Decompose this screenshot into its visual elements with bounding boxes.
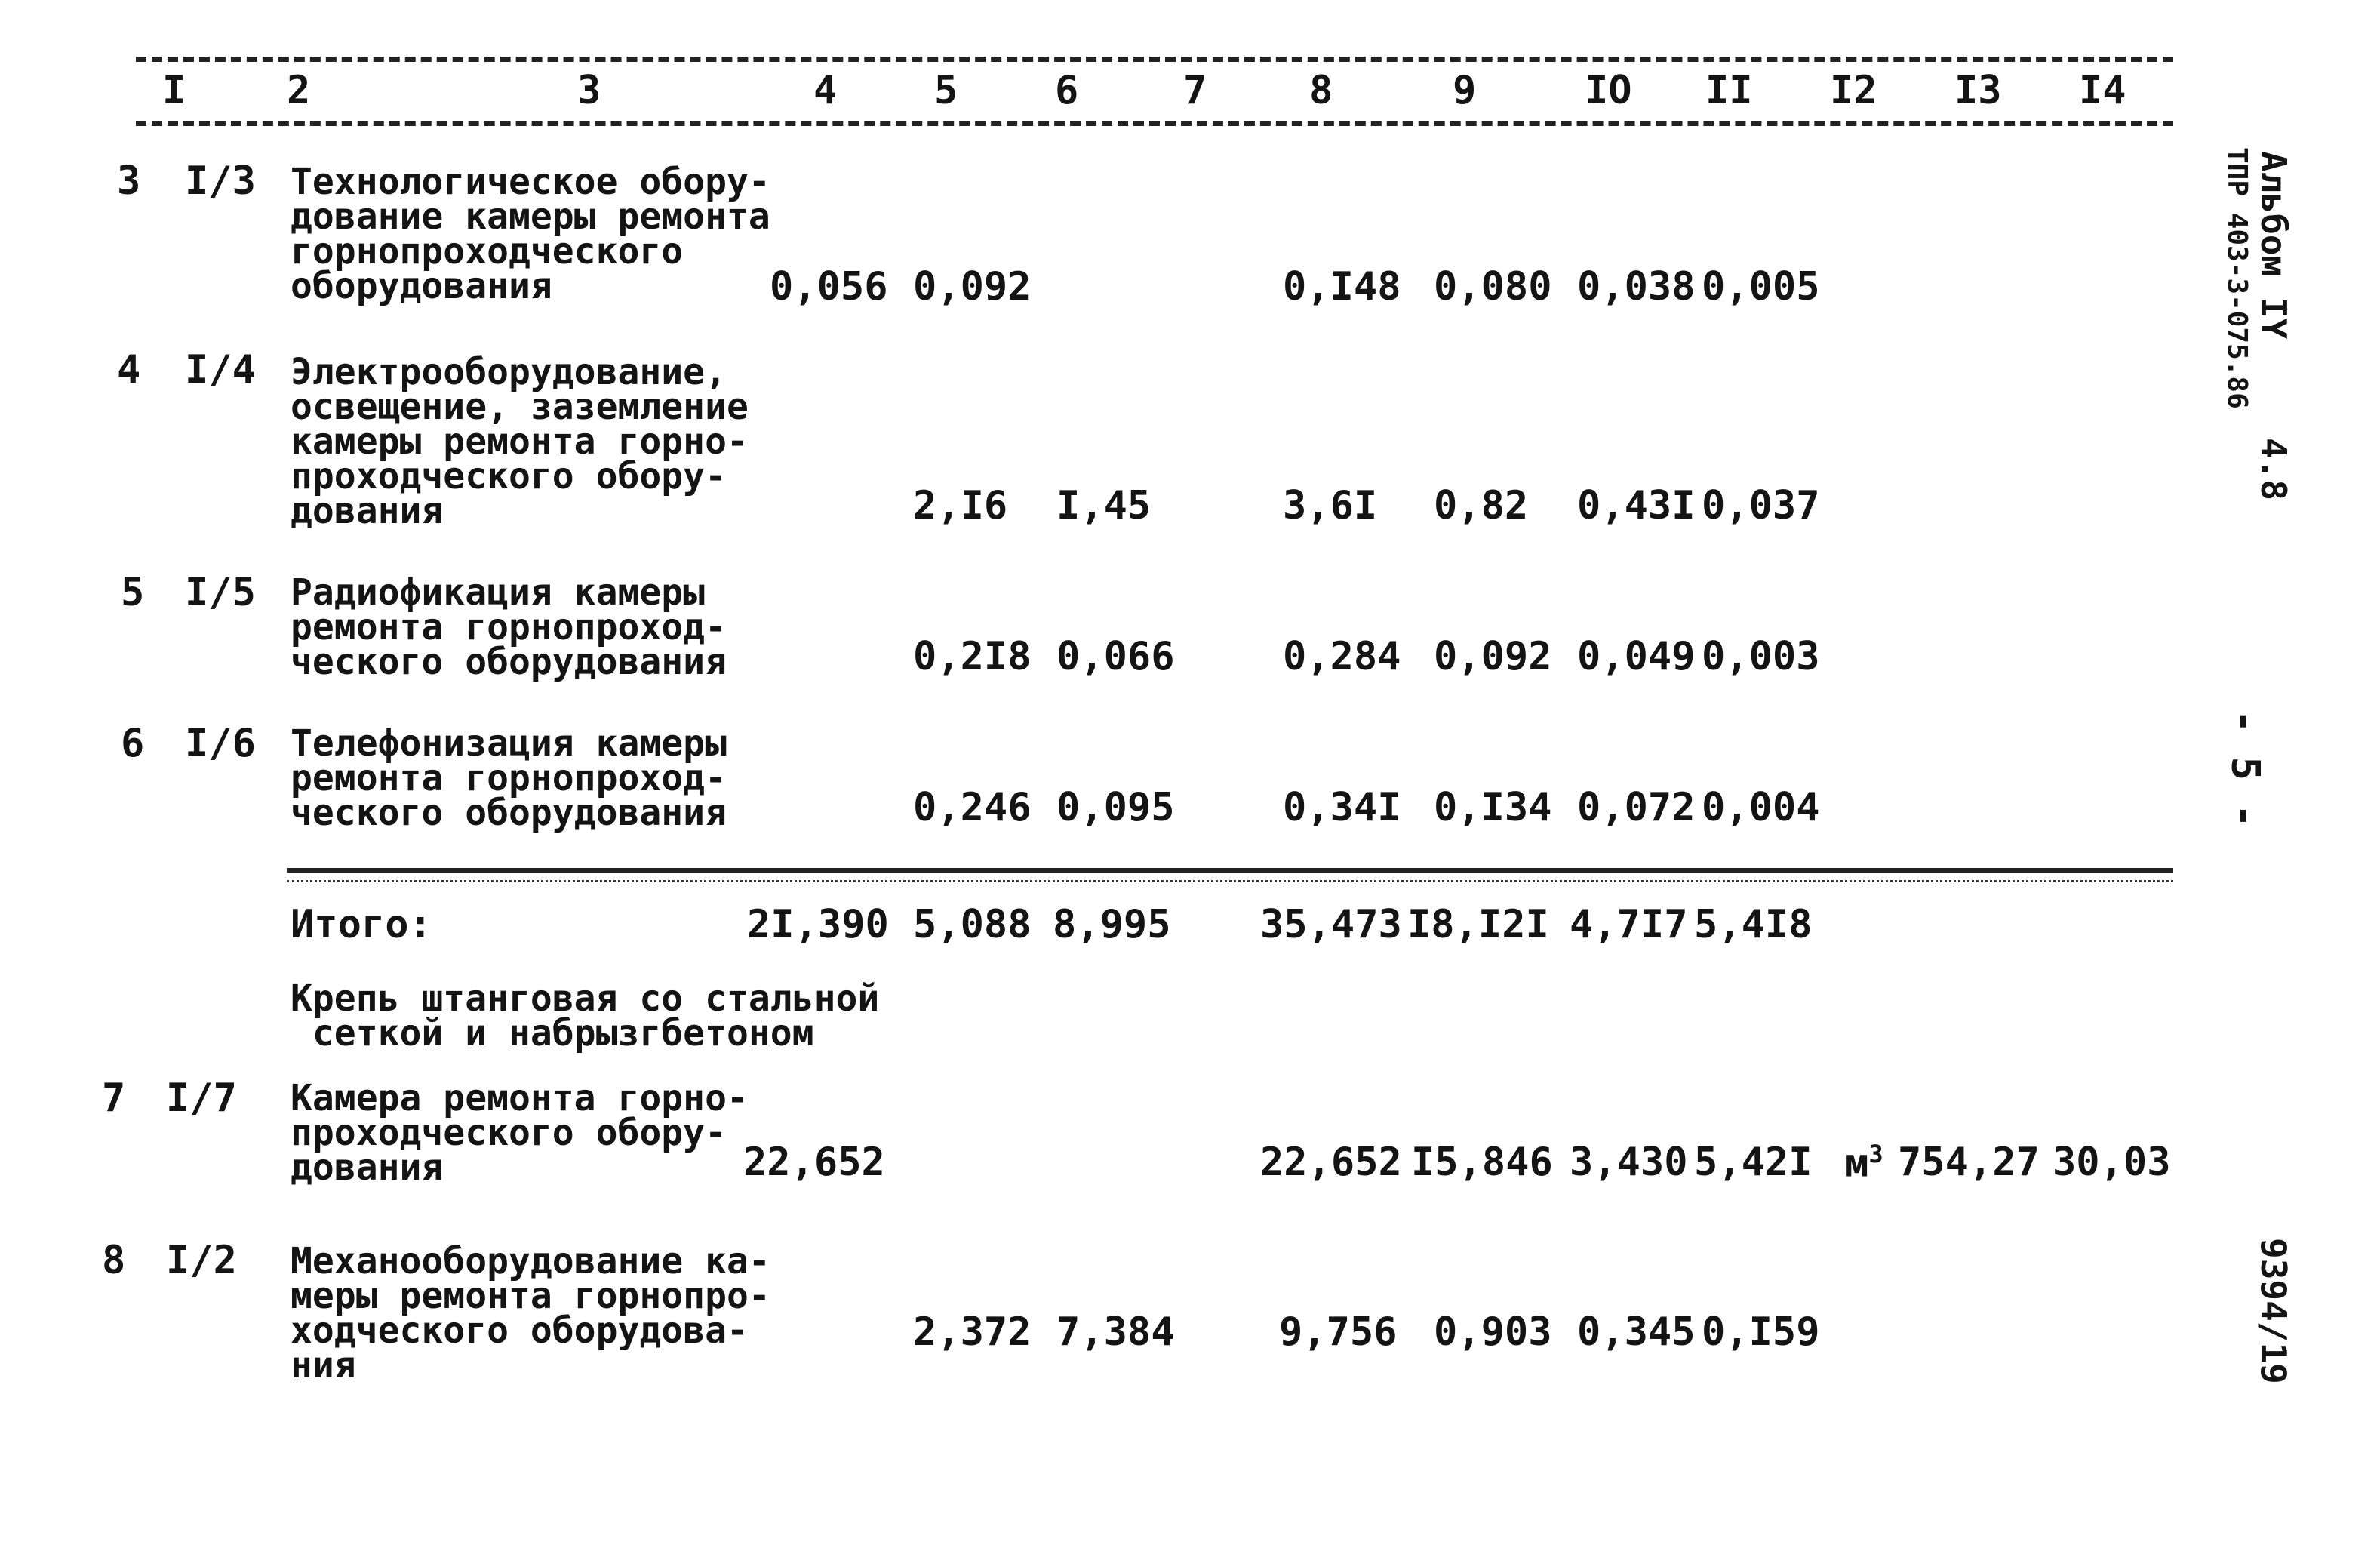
row-code: I/3 [185, 159, 256, 204]
cell-col9: 0,82 [1434, 483, 1529, 528]
unit-text: м [1845, 1140, 1869, 1187]
row-number: 5 [121, 570, 145, 615]
cell-col10: 0,43I [1577, 483, 1696, 528]
total-col10: 4,7I7 [1570, 902, 1688, 947]
cell-col5: 0,2I8 [913, 634, 1032, 679]
row-code: I/2 [166, 1238, 237, 1283]
cell-col8: 0,34I [1283, 785, 1401, 830]
col-header-9: 9 [1453, 68, 1477, 113]
cell-col5: 2,I6 [913, 483, 1008, 528]
total-label: Итого: [291, 902, 432, 947]
row-number: 7 [102, 1076, 126, 1121]
col-header-13: I3 [1954, 68, 2002, 113]
row-code: I/5 [185, 570, 256, 615]
margin-document-number: 9394/19 [2253, 1238, 2294, 1384]
cell-col4: 0,056 [770, 264, 888, 309]
margin-page-number: - 5 - [2222, 709, 2268, 828]
cell-col9: 0,903 [1434, 1310, 1552, 1355]
total-col11: 5,4I8 [1694, 902, 1813, 947]
row-description: Телефонизация камеры ремонта горнопроход- ческого оборудования [291, 722, 727, 834]
row-description: Электрооборудование, освещение, заземление камеры ремонта горно- проходческого обору- дования [291, 351, 749, 532]
row-description: Технологическое обору- дование камеры ремонта горнопроходческого оборудования [291, 161, 770, 307]
cell-col11: 0,I59 [1702, 1310, 1820, 1355]
row-number: 8 [102, 1238, 126, 1283]
cell-col9: 0,080 [1434, 264, 1552, 309]
col-header-1: I [162, 68, 186, 113]
cell-col5: 2,372 [913, 1310, 1032, 1355]
col-header-8: 8 [1309, 68, 1333, 113]
cell-col10: 0,072 [1577, 785, 1696, 830]
col-header-7: 7 [1183, 68, 1207, 113]
cell-col8: 0,I48 [1283, 264, 1401, 309]
cell-col9: I5,846 [1411, 1140, 1553, 1185]
header-bottom-rule [136, 121, 2173, 126]
cell-col11: 5,42I [1694, 1140, 1813, 1185]
total-col9: I8,I2I [1407, 902, 1549, 947]
total-separator-rule [287, 868, 2173, 882]
cell-col13: 754,27 [1898, 1140, 2040, 1185]
cell-col9: 0,I34 [1434, 785, 1552, 830]
col-header-3: 3 [577, 68, 601, 113]
row-code: I/6 [185, 721, 256, 766]
margin-sheet-number: 4.8 [2253, 438, 2294, 501]
cell-col9: 0,092 [1434, 634, 1552, 679]
row-description: Радиофикация камеры ремонта горнопроход- ческого оборудования [291, 571, 727, 683]
cell-col11: 0,005 [1702, 264, 1820, 309]
cell-col11: 0,003 [1702, 634, 1820, 679]
cell-col5: 0,092 [913, 264, 1032, 309]
cell-col11: 0,004 [1702, 785, 1820, 830]
cell-col6: 0,066 [1056, 634, 1175, 679]
cell-col8: 22,652 [1260, 1140, 1402, 1185]
cell-unit [1845, 1140, 1883, 1186]
row-number: 6 [121, 721, 145, 766]
col-header-4: 4 [813, 68, 838, 113]
section-title: Крепь штанговая со стальной сеткой и набрызгбетоном [291, 977, 880, 1054]
col-header-14: I4 [2079, 68, 2126, 113]
row-description: Механооборудование ка- меры ремонта горнопро- ходческого оборудова- ния [291, 1240, 770, 1387]
row-code: I/7 [166, 1076, 237, 1121]
margin-album-label: Альбом IY [2253, 151, 2294, 340]
row-description: Камера ремонта горно- проходческого обору- дования [291, 1077, 749, 1189]
row-code: I/4 [185, 347, 256, 392]
cell-col10: 0,038 [1577, 264, 1696, 309]
col-header-12: I2 [1830, 68, 1877, 113]
col-header-11: II [1705, 68, 1753, 113]
cell-col10: 3,430 [1570, 1140, 1688, 1185]
cell-col4: 22,652 [743, 1140, 885, 1185]
cell-col11: 0,037 [1702, 483, 1820, 528]
cell-col10: 0,049 [1577, 634, 1696, 679]
cell-col6: 0,095 [1056, 785, 1175, 830]
cell-col6: 7,384 [1056, 1310, 1175, 1355]
cell-col10: 0,345 [1577, 1310, 1696, 1355]
total-col6: 8,995 [1053, 902, 1171, 947]
col-header-2: 2 [287, 68, 311, 113]
cell-col14: 30,03 [2053, 1140, 2171, 1185]
cell-col6: I,45 [1056, 483, 1152, 528]
margin-project-code: ТПР 403-3-075.86 [2222, 147, 2252, 409]
total-col4: 2I,390 [747, 902, 889, 947]
cell-col8: 0,284 [1283, 634, 1401, 679]
header-top-rule [136, 57, 2173, 62]
total-col5: 5,088 [913, 902, 1032, 947]
unit-superscript: 3 [1868, 1140, 1883, 1168]
row-number: 4 [117, 347, 141, 392]
cell-col8: 9,756 [1279, 1310, 1398, 1355]
total-col8: 35,473 [1260, 902, 1402, 947]
col-header-6: 6 [1055, 68, 1079, 113]
cell-col8: 3,6I [1283, 483, 1378, 528]
row-number: 3 [117, 159, 141, 204]
col-header-10: IO [1585, 68, 1632, 113]
col-header-5: 5 [934, 68, 958, 113]
cell-col5: 0,246 [913, 785, 1032, 830]
